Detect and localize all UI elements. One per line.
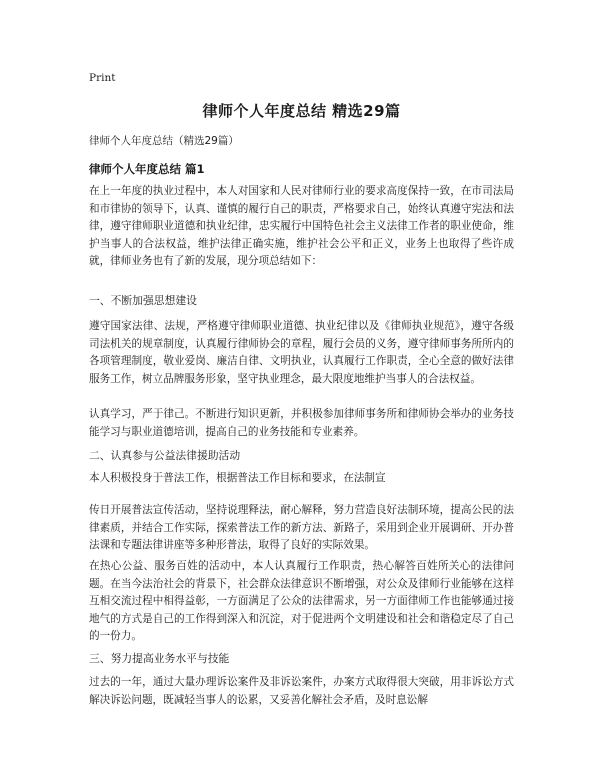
section-title: 律师个人年度总结 篇1 — [89, 162, 205, 176]
heading-2: 二、认真参与公益法律援助活动 — [89, 449, 241, 462]
document-subtitle: 律师个人年度总结（精选29篇） — [89, 135, 239, 147]
paragraph-intro: 在上一年度的执业过程中，本人对国家和人民对律师行业的要求高度保持一致，在市司法局和市律协的领导下，认真、谨慎的履行自己的职责，严格要求自己，始终认真遵守宪法和法律，遵守律师职业道德和执业纪律，忠实履行中国特色社会主义法律工作者的职业使命，维护当事人的合法权益，维护法律正确实施，维护社会公平和正义，业务上也取得了些许成就，律师业务也有了新的发展，现分项总结如下： — [89, 185, 514, 267]
paragraph-6: 过去的一年，通过大量办理诉讼案件及非诉讼案件，办案方式取得很大突破，用非诉讼方式解决诉讼问题，既减轻当事人的讼累，又妥善化解社会矛盾，及时息讼解 — [89, 676, 514, 706]
print-label: Print — [89, 72, 116, 84]
heading-3: 三、努力提高业务水平与技能 — [89, 652, 230, 665]
paragraph-4: 传日开展普法宣传活动，坚持说理释法，耐心解释，努力营造良好法制环境，提高公民的法律素质，并结合工作实际，探索普法工作的新方法、新路子，采用到企业开展调研、开办普法课和专题法律讲座等多种形普法，取得了良好的实际效果。 — [89, 504, 514, 551]
paragraph-2: 认真学习，严于律己。不断进行知识更新，并积极参加律师事务所和律师协会举办的业务技能学习与职业道德培训，提高自己的业务技能和专业素养。 — [89, 408, 514, 438]
heading-1: 一、不断加强思想建设 — [89, 294, 197, 307]
paragraph-3: 本人积极投身于普法工作，根据普法工作目标和要求，在法制宣 — [89, 472, 386, 484]
document-title: 律师个人年度总结 精选29篇 — [202, 102, 401, 120]
paragraph-5: 在热心公益、服务百姓的活动中，本人认真履行工作职责，热心解答百姓所关心的法律问题。在当今法治社会的背景下，社会群众法律意识不断增强，对公众及律师行业能够在这样互相交流过程中相得益彰，一方面满足了公众的法律需求，另一方面律师工作也能够通过接地气的方式是自己的工作得到深入和沉淀，对于促进两个文明建设和社会和谐稳定尽了自己的一份力。 — [89, 560, 514, 642]
paragraph-1: 遵守国家法律、法规，严格遵守律师职业道德、执业纪律以及《律师执业规范》，遵守各级司法机关的规章制度，认真履行律师协会的章程，履行会员的义务，遵守律师事务所所内的各项管理制度，敬业爱岗、廉洁自律、文明执业，认真履行工作职责，全心全意的做好法律服务工作，树立品牌服务形象，坚守执业理念，最大限度地维护当事人的合法权益。 — [89, 320, 514, 385]
